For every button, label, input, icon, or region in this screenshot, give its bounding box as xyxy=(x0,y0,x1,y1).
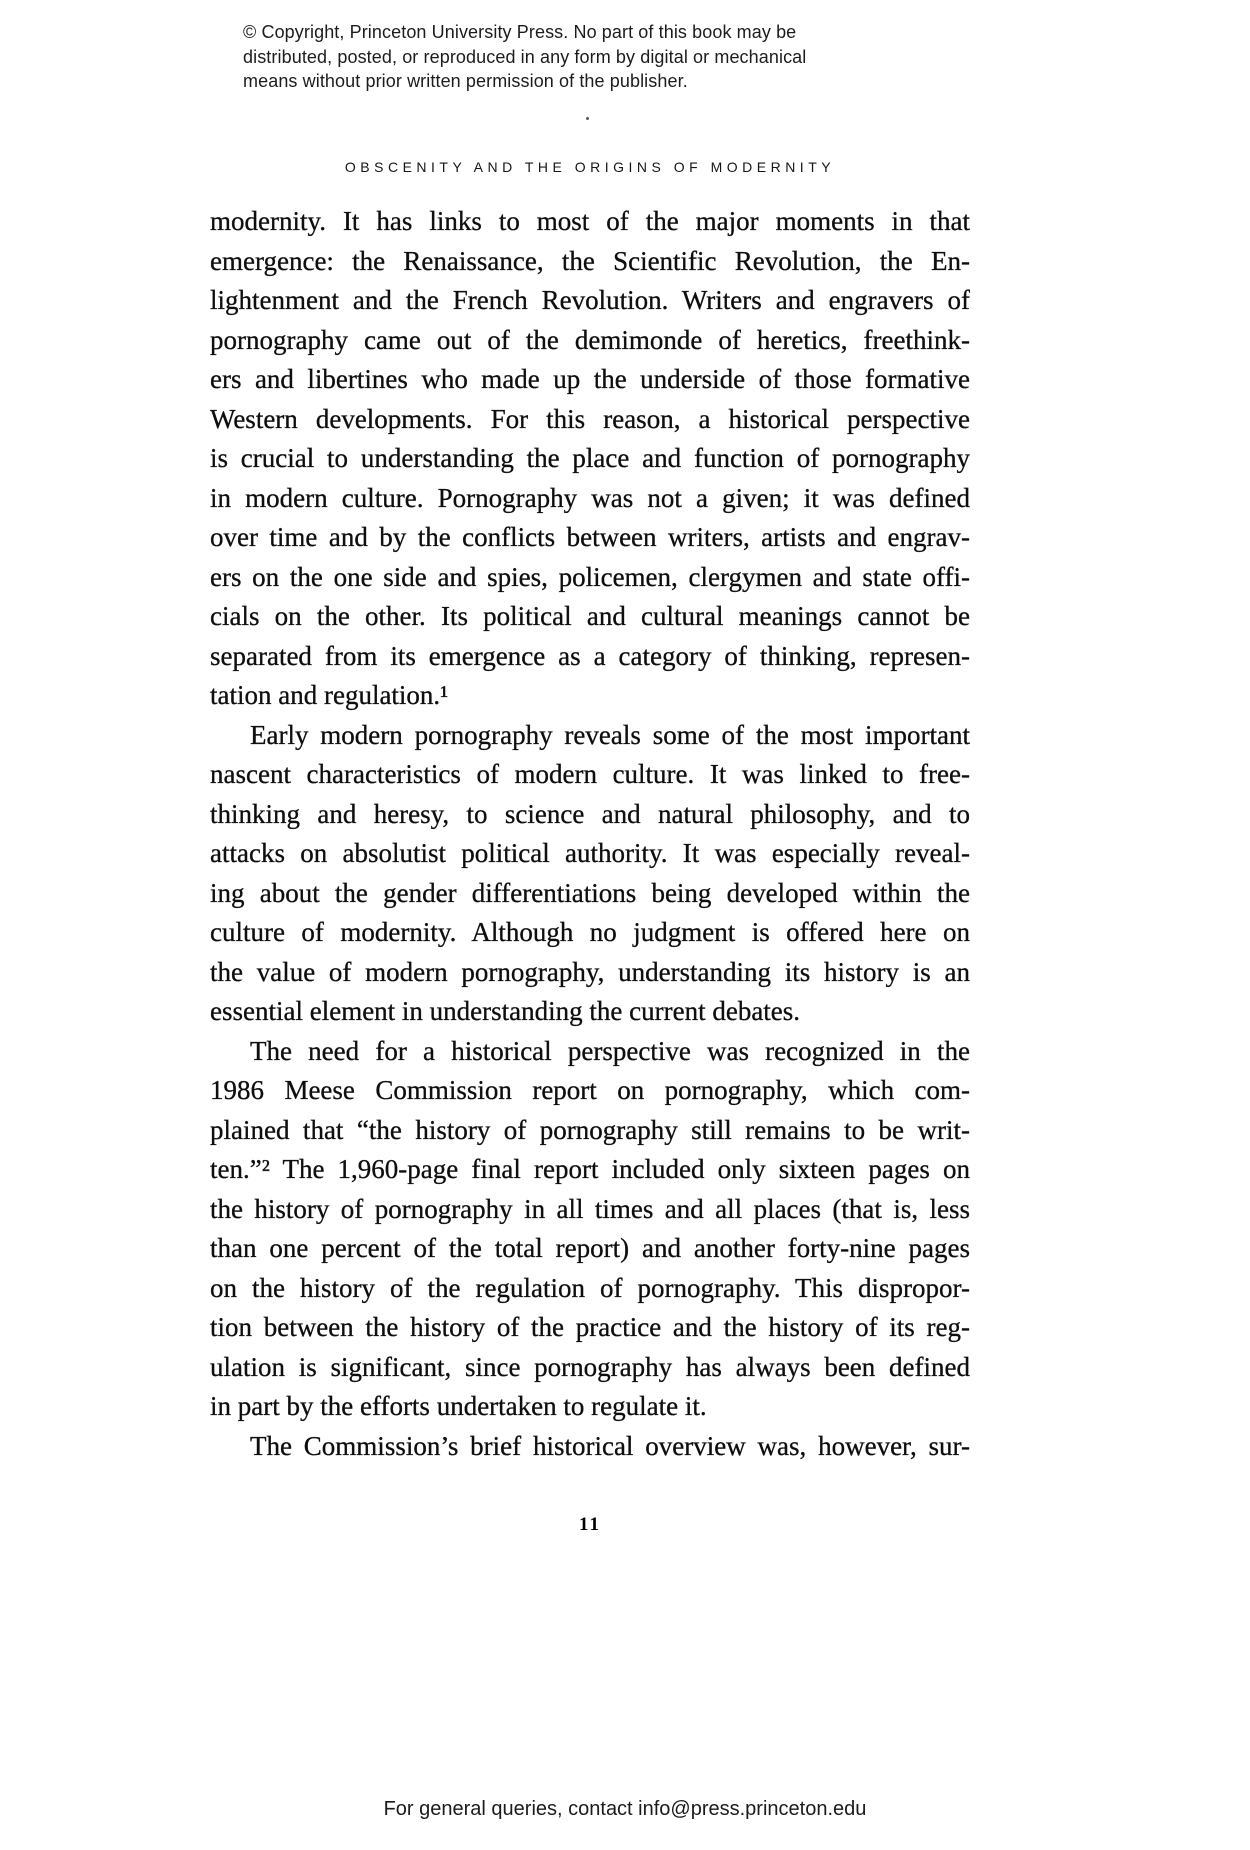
body-line: pornography came out of the demimonde of heretics, freethink- xyxy=(210,324,970,355)
body-line: the history of pornography in all times and all places (that is, less xyxy=(210,1193,970,1224)
body-line: separated from its emergence as a category of thinking, represen- xyxy=(210,640,970,671)
body-line: attacks on absolutist political authority. It was especially reveal- xyxy=(210,838,970,868)
body-line: on the history of the regulation of pornography. This dispropor- xyxy=(210,1272,970,1303)
body-line: The need for a historical perspective was recognized in the xyxy=(250,1035,970,1066)
copyright-notice xyxy=(243,20,806,94)
body-line: ers and libertines who made up the underside of those formative xyxy=(210,364,970,394)
body-text xyxy=(210,202,970,1466)
body-line: ulation is significant, since pornography has always been defined xyxy=(210,1351,970,1382)
body-line: ten.”² The 1,960-page final report included only sixteen pages on xyxy=(210,1154,970,1184)
page-number: 11 xyxy=(579,1514,601,1535)
running-head: OBSCENITY AND THE ORIGINS OF MODERNITY xyxy=(344,159,836,175)
footer-contact: For general queries, contact info@press.princeton.edu xyxy=(383,1798,867,1820)
body-line: in part by the efforts undertaken to regulate it. xyxy=(210,1391,707,1421)
body-line: Western developments. For this reason, a historical perspective xyxy=(210,403,970,434)
body-line: the value of modern pornography, understanding its history is an xyxy=(210,956,970,987)
body-line: plained that “the history of pornography still remains to be writ- xyxy=(210,1114,970,1145)
body-line: 1986 Meese Commission report on pornography, which com- xyxy=(210,1075,970,1105)
body-line: cials on the other. Its political and cultural meanings cannot be xyxy=(210,601,970,631)
body-line: lightenment and the French Revolution. Writers and engravers of xyxy=(210,285,970,315)
body-line: emergence: the Renaissance, the Scientific Revolution, the En- xyxy=(210,245,970,276)
body-line: over time and by the conflicts between writers, artists and engrav- xyxy=(210,522,970,552)
body-line: tation and regulation.¹ xyxy=(210,680,449,710)
body-line: culture of modernity. Although no judgment is offered here on xyxy=(210,917,970,947)
body-line: modernity. It has links to most of the major moments in that xyxy=(210,206,970,236)
body-line: The Commission’s brief historical overview was, however, sur- xyxy=(250,1430,970,1461)
body-line: essential element in understanding the current debates. xyxy=(210,996,801,1026)
body-line: thinking and heresy, to science and natural philosophy, and to xyxy=(210,798,970,829)
copyright-line: distributed, posted, or reproduced in any form by digital or mechanical xyxy=(243,46,807,67)
body-line: ing about the gender differentiations being developed within the xyxy=(210,877,970,908)
body-line: than one percent of the total report) and another forty-nine pages xyxy=(210,1233,970,1263)
body-line: is crucial to understanding the place and function of pornography xyxy=(210,443,970,473)
stray-dot xyxy=(586,117,589,120)
body-line: tion between the history of the practice and the history of its reg- xyxy=(210,1312,970,1342)
body-line: Early modern pornography reveals some of the most important xyxy=(250,719,970,750)
body-line: ers on the one side and spies, policemen, clergymen and state offi- xyxy=(210,561,970,592)
body-line: nascent characteristics of modern culture. It was linked to free- xyxy=(210,759,970,789)
copyright-line: © Copyright, Princeton University Press. No part of this book may be xyxy=(243,22,797,42)
body-line: in modern culture. Pornography was not a given; it was defined xyxy=(210,482,970,513)
copyright-line: means without prior written permission of the publisher. xyxy=(243,71,688,91)
